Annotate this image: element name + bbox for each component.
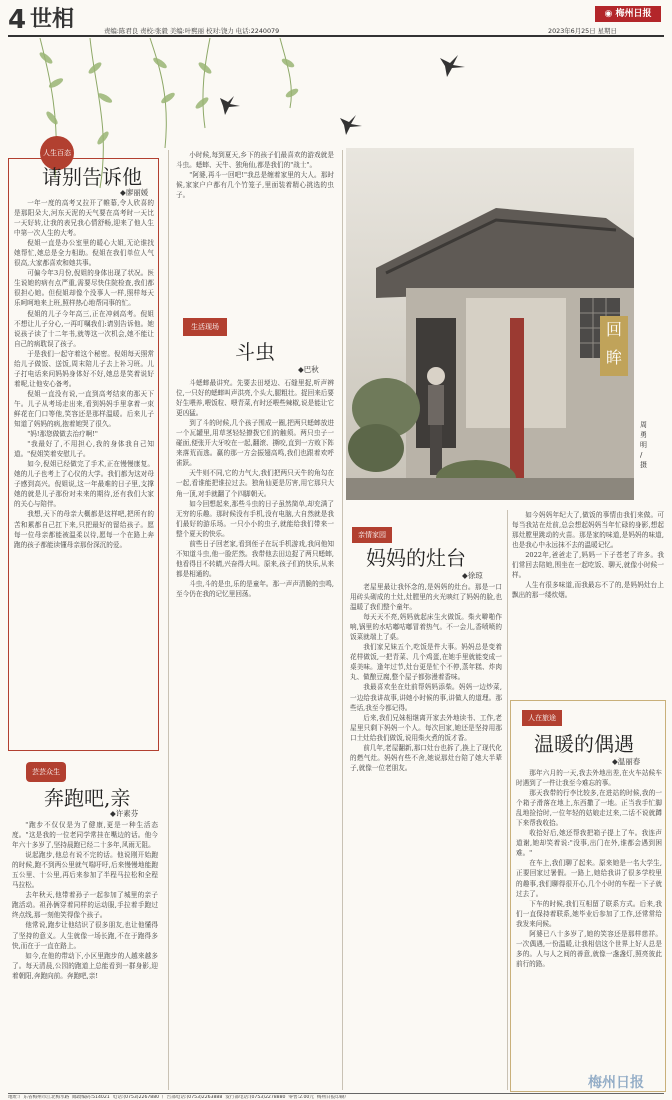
paragraph: 我们家兄妹五个,吃饭是件大事。妈妈总是变着花样做饭,一把青菜、几个鸡蛋,在她手里就能变成一桌美味。逢年过节,灶台更是忙个不停,蒸年糕、炸肉丸、做酿豆腐,整个屋子都弥漫着香味。 [350,643,502,682]
paragraph: 后来,我们兄妹相继离开家去外地读书、工作,老屋里只剩下妈妈一个人。每次回家,她还是坚持用那口土灶给我们做饭,说用柴火煮的饭才香。 [350,713,502,742]
column-badge-label: 生活现场 [191,323,219,331]
paragraph: 倪姐的儿子今年高三,正在冲刺高考。倪姐不想让儿子分心,一再叮嘱我们:请别告诉他。她说孩子读了十二年书,就等这一次机会,她不能让自己的病耽误了孩子。 [14,309,154,348]
paragraph: 在车上,我们聊了起来。原来她是一名大学生,正要回家过暑假。一路上,她给我讲了很多学校里的趣事,我们聊得很开心,几个小时的车程一下子就过去了。 [516,859,662,898]
paragraph: 收拾好后,她还帮我把箱子提上了车。我连声道谢,她却笑着说:"没事,出门在外,谁都会遇到困难。" [516,829,662,858]
photo-column-label [600,316,628,376]
paragraph: 倪姐一直是办公室里的暖心大姐,无论谁找她帮忙,她总是全力相助。倪姐在我们单位人气很高,大家都喜欢和她共事。 [14,239,154,268]
article-byline-3: ◆巴秋 [298,365,319,374]
paragraph: 他常说,跑步让他结识了很多朋友,也让他懂得了坚持的意义。人生就像一场长跑,不在于跑得多快,而在于一直在路上。 [12,921,158,950]
editor-line: 责编:陈君良 责校:张毅 美编:叶熙丽 校对:饶力 电话:2240079 [104,27,280,35]
paragraph: 小时候,每到夏天,乡下的孩子们最喜欢的游戏就是斗虫。蟋蟀、天牛、独角仙,都是我们的"战士"。 [176,151,334,170]
paragraph: 到了斗的时候,几个孩子围成一圈,把两只蟋蟀放进一个瓦罐里,用草茎轻轻撩拨它们的触须。两只虫子一碰面,便张开大牙咬在一起,翻滚、撕咬,直到一方败下阵来落荒而逃。赢的那一方会振翅高鸣,我们也跟着欢呼雀跃。 [176,419,334,468]
footer-postcode: 邮政编码:514021 [72,1095,110,1100]
column-badge-label: 人在旅途 [528,714,556,722]
article-byline-2: ◆许素芬 [110,809,139,818]
paragraph: 去年秋天,他带着孙子一起参加了城里的亲子跑活动。祖孙俩穿着同样的运动服,手拉着手跑过终点线,那一刻他笑得像个孩子。 [12,891,158,920]
paragraph: 可偏今年3月份,倪姐的身体出现了状况。医生说她的病有点严重,需要尽快住院检查,我们都很担心她。但倪姐却像个没事人一样,照样每天乐呵呵地来上班,照样热心地帮同事的忙。 [14,269,154,308]
footer-ad-tel: 广告部电话:(0753)2263888 [162,1095,223,1100]
article-body-2 [12,820,158,1090]
paragraph: "我最好了,不用担心,我的身体我自己知道。"倪姐笑着安慰儿子。 [14,440,154,459]
paragraph: 阿婆已八十多岁了,她的笑容还是那样慈祥。一次偶遇,一份温暖,让我相信这个世界上好人总是多的。人与人之间的善意,就像一盏盏灯,照亮彼此前行的路。 [516,929,662,968]
logo-mark-icon: ◉ [604,9,613,19]
column-rule [507,510,508,1090]
column-badge-2 [26,762,66,782]
column-badge-3 [183,318,227,336]
paragraph: 2022年,爸爸走了,妈妈一下子苍老了许多。我们常回去陪她,围坐在一起吃饭、聊天,就像小时候一样。 [512,551,664,580]
article-byline-4: ◆徐琼 [462,571,483,580]
article-body-4b [512,510,664,682]
header-rule [8,35,664,37]
article-body-1 [14,198,154,744]
photo-column-text: 回眸 [605,320,622,367]
paragraph: 斗蟋蟀最讲究。先要去田埂边、石缝里捉,听声辨位,一只好的蟋蟀叫声洪亮,个头大,腿粗壮。捉回来后要好生喂养,喂饭粒、喂青菜,有时还喂些辣椒,说是能让它更凶猛。 [176,379,334,418]
paragraph: 我想,天下的母亲大概都是这样吧,把所有的苦和累都自己扛下来,只把最好的留给孩子。愿每一位母亲都能被温柔以待,愿每一个在路上奔跑的孩子都能读懂母亲那份深沉的爱。 [14,510,154,549]
footer-tel: 电话:(0753)2267880 [112,1095,160,1100]
footer-address: 地址:广东省梅州市江北梅水路 [8,1095,70,1100]
date-line: 2023年6月25日 星期日 [548,27,617,35]
paragraph: 下车的时候,我们互相留了联系方式。后来,我们一直保持着联系,她毕业后参加了工作,还常常给我发来问候。 [516,899,662,928]
paper-name: 梅州日报 [615,9,652,19]
paragraph: 那年六月的一天,我去外地出差,在火车站候车时遇到了一件让我至今难忘的事。 [516,769,662,788]
article-title-5: 温暖的偶遇 [534,732,634,756]
paragraph: 天牛则不同,它的力气大,我们把两只天牛的角勾在一起,看谁能把谁拉过去。独角仙更是厉害,用它那只大角一顶,对手就翻了个四脚朝天。 [176,469,334,498]
column-badge-5 [522,710,562,726]
article-title-1: 请别告诉他 [42,165,142,189]
paragraph: 如今,倪姐已经做完了手术,正在慢慢康复。她的儿子也考上了心仪的大学。我们都为这对母子感到高兴。倪姐说,这一年最难的日子里,支撑她的就是儿子那份对未来的期待,还有我们大家的关心与陪伴。 [14,460,154,509]
article-byline-1: ◆廖丽媛 [120,188,149,197]
paragraph: 于是我们一起守着这个秘密。倪姐每天照常给儿子做饭、送饭,周末陪儿子去上补习班。儿子打电话来问妈妈身体好不好,她总是笑着说好着呢,让他安心备考。 [14,349,154,388]
page-number: 4 [8,5,27,35]
swallow-icon [440,55,465,77]
article-title-3: 斗虫 [235,340,275,364]
paragraph: 前几年,老屋翻新,那口灶台也拆了,换上了现代化的燃气灶。妈妈有些不舍,她说那灶台陪了她大半辈子,就像一位老朋友。 [350,743,502,772]
column-rule [342,150,343,1090]
masthead-logo [595,6,661,22]
column-badge-label: 人生百态 [43,149,71,157]
old-house-photo [346,148,634,500]
swallow-icon [220,96,240,115]
article-body-5 [516,768,662,1086]
paragraph: 老屋里最让我怀念的,是妈妈的灶台。那是一口用砖头砌成的土灶,灶膛里的火光映红了妈妈的脸,也温暖了我们整个童年。 [350,583,502,612]
article-title-2: 奔跑吧,亲 [44,786,131,810]
footer-distribution-tel: 发行部电话:(0753)2278880 [225,1095,286,1100]
featured-photo [346,148,634,500]
article-body-4a [350,582,502,1092]
paragraph: 如今,在他的带动下,小区里跑步的人越来越多了。每天清晨,公园的跑道上总能看到一群身影,迎着朝阳,奔跑向前。奔跑吧,亲! [12,951,158,980]
article-byline-5: ◆温丽春 [612,757,641,766]
paragraph: 一年一度的高考又拉开了帷幕,令人欣喜的是那阳朵大,河东天泥的天气要在高考时一天比一天好转,让我的表兄我心情舒畅,迎来了他人生中第一次人生的大考。 [14,199,154,238]
section-title: 世相 [30,7,75,32]
paragraph: 如今妈妈年纪大了,做饭的事情由我们来做。可每当我站在灶前,总会想起妈妈当年忙碌的身影,想起那灶膛里跳动的火苗。那是家的味道,是妈妈的味道,也是我心中永远抹不去的温暖记忆。 [512,511,664,550]
paragraph: "阿婆,再斗一回吧!"我总是缠着家里的大人。那时候,家家户户都有几个竹笼子,里面装着精心挑选的虫子。 [176,171,334,200]
footer-rule [8,1093,664,1094]
paragraph: 前些日子回老家,看到侄子在玩手机游戏,我问他知不知道斗虫,他一脸茫然。我带他去田边捉了两只蟋蟀,他看得目不转睛,兴奋得大叫。原来,孩子们的快乐,从来都是相通的。 [176,539,334,578]
article-body-3 [176,378,334,1092]
column-badge-label: 亲情家园 [358,531,386,539]
column-rule [168,150,169,1090]
footer-price: 零售:2.00元 [288,1095,314,1100]
paragraph: 倪姐一直没有说,一直到高考结束的那天下午。儿子从考场走出来,看到妈妈手里拿着一束鲜花在门口等他,笑容还是那样温暖。后来儿子知道了妈妈的病,抱着她哭了很久。 [14,389,154,429]
article-title-4: 妈妈的灶台 [366,546,466,570]
swallow-icon [340,115,362,135]
photo-caption: 周勇明 / 摄 [640,421,647,469]
paragraph: 那天我带的行李比较多,在进站的时候,我的一个箱子滑落在地上,东西撒了一地。正当我手忙脚乱地捡拾时,一位年轻的姑娘走过来,二话不说就蹲下来帮我收拾。 [516,789,662,828]
paragraph: 我最喜欢坐在灶前帮妈妈添柴。妈妈一边炒菜,一边给我讲故事,讲她小时候的事,讲做人的道理。那些话,我至今都记得。 [350,683,502,712]
footer-printer: 梅州日报印刷厂 [316,1095,350,1100]
paragraph: 说起跑步,他总有说不完的话。他说刚开始跑的时候,跑不到两公里就气喘吁吁,后来慢慢地能跑五公里、十公里,再后来参加了半程马拉松和全程马拉松。 [12,851,158,890]
column-badge-label: 芸芸众生 [32,768,60,776]
watermark: 梅州日报 [588,1075,644,1091]
article-body-3-top [176,150,334,302]
footer-bar [8,1095,608,1100]
paragraph: "跑步不仅仅是为了健康,更是一种生活态度。"这是我的一位老同学常挂在嘴边的话。他今年六十多岁了,坚持晨跑已经二十多年,风雨无阻。 [12,821,158,850]
paragraph: 如今回想起来,那些斗虫的日子虽然简单,却充满了无穷的乐趣。那时候没有手机,没有电脑,大自然就是我们最好的游乐场。一只小小的虫子,就能给我们带来一整个夏天的快乐。 [176,499,334,538]
paragraph: "妈!那您做做去治疗啊!" [27,430,98,439]
paragraph: 斗虫,斗的是虫,乐的是童年。那一声声清脆的虫鸣,至今仍在我的记忆里回荡。 [176,579,334,598]
column-badge-4 [352,527,392,543]
paragraph: 人生有很多味道,而我最忘不了的,是妈妈灶台上飘出的那一缕炊烟。 [512,581,664,600]
paragraph: 每天天不亮,妈妈就起床生火做饭。柴火噼啪作响,锅里的水咕嘟咕嘟冒着热气。不一会儿,香喷喷的饭菜就端上了桌。 [350,613,502,642]
